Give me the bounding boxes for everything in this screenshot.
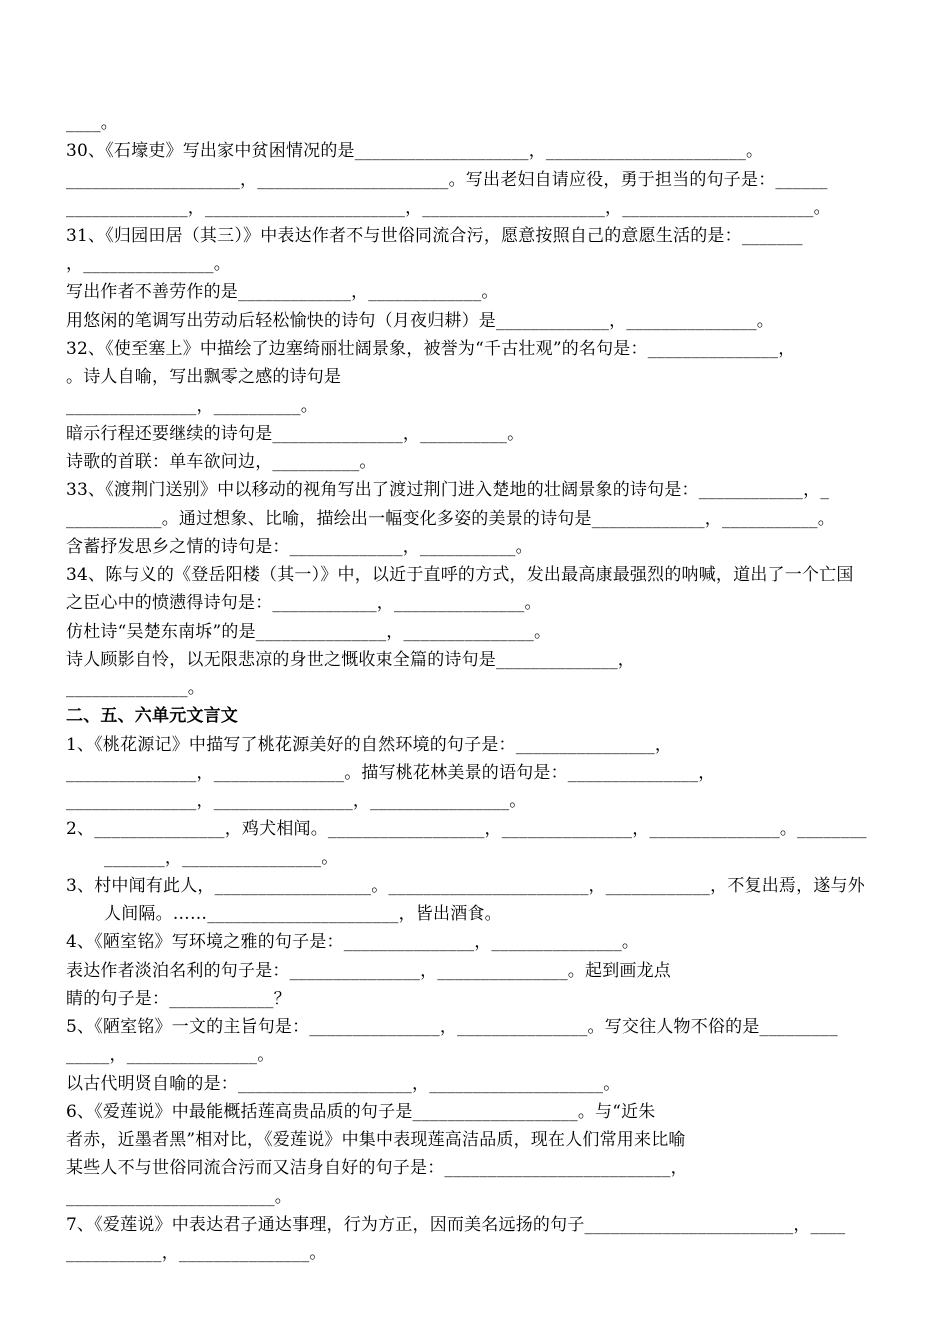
classical-q3-line-1: 3、村中闻有此人，__________________。_______________________，____________，不复出焉，遂与外 (66, 876, 865, 896)
classical-q1-line-3: _______________，________________，________________。 (66, 791, 527, 811)
question-34-line-4: 诗人顾影自怜，以无限悲凉的身世之慨收束全篇的诗句是______________， (66, 650, 635, 670)
question-31-line-3: 写出作者不善劳作的是_____________，_____________。 (66, 282, 499, 302)
section-heading: 二、五、六单元文言文 (66, 706, 238, 726)
classical-q4-line-1: 4、《陋室铭》写环境之雅的句子是：_______________，_______________。 (66, 932, 640, 952)
classical-q3-line-2: 人间隔。……______________________，皆出酒食。 (104, 904, 502, 924)
classical-q2-line-2: _______，________________。 (104, 848, 339, 868)
question-32-line-2: 。诗人自喻，写出飘零之感的诗句是 (66, 367, 342, 387)
classical-q5-line-2: _____，_______________。 (66, 1045, 275, 1065)
classical-q5-line-1: 5、《陋室铭》一文的主旨句是：_______________，_______________。写交往人物不俗的是_________ (66, 1017, 838, 1037)
question-30-line-3: ______________，_______________________，_____________________，______________________。 (66, 198, 831, 218)
question-33-line-3: 含蓄抒发思乡之情的诗句是：_____________，___________。 (66, 537, 533, 557)
classical-q6-line-1: 6、《爱莲说》中最能概括莲高贵品质的句子是___________________。与“近朱 (66, 1102, 656, 1122)
question-30-line-1: 30、《石壕吏》写出家中贫困情况的是____________________，_______________________。 (66, 141, 764, 161)
question-32-line-4: 暗示行程还要继续的诗句是_______________，__________。 (66, 424, 525, 444)
question-32-line-1: 32、《使至塞上》中描绘了边塞绮丽壮阔景象，被誉为“千古壮观”的名句是：_______________， (66, 339, 796, 359)
classical-q2-line-1: 2、_______________，鸡犬相闻。__________________，_______________，_______________。________ (66, 819, 867, 839)
classical-q6-line-3: 某些人不与世俗同流合污而又洁身自好的句子是：__________________________， (66, 1158, 688, 1178)
question-30-line-2: ____________________，______________________。写出老妇自请应役，勇于担当的句子是：______ (66, 170, 828, 190)
question-31-line-4: 用悠闲的笔调写出劳动后轻松愉快的诗句（月夜归耕）是_____________，_______________。 (66, 311, 774, 331)
question-34-line-1: 34、陈与义的《登岳阳楼（其一）》中，以近于直呼的方式，发出最高康最强烈的呐喊，道出了一个亡国 (66, 565, 854, 585)
question-34-line-5: ______________。 (66, 678, 205, 698)
classical-q5-line-3: 以古代明贤自喻的是：____________________，____________________。 (66, 1074, 621, 1094)
question-33-line-2: ___________。通过想象、比喻，描绘出一幅变化多姿的美景的诗句是_____________，___________。 (66, 509, 835, 529)
classical-q6-line-4: ________________________。 (66, 1187, 292, 1207)
question-33-line-1: 33、《渡荆门送别》中以移动的视角写出了渡过荆门进入楚地的壮阔景象的诗句是：____________，_ (66, 480, 830, 500)
text-line: ____。 (66, 113, 118, 133)
question-34-line-2: 之臣心中的愤懑得诗句是：____________，_______________。 (66, 593, 542, 613)
classical-q4-line-2: 表达作者淡泊名利的句子是：_______________，_______________。起到画龙点 (66, 961, 671, 981)
question-32-line-5: 诗歌的首联：单车欲问边，__________。 (66, 452, 377, 472)
question-31-line-2: ，_______________。 (66, 254, 231, 274)
classical-q1-line-1: 1、《桃花源记》中描写了桃花源美好的自然环境的句子是：________________， (66, 735, 673, 755)
classical-q1-line-2: _______________，_______________。描写桃花林美景的语句是：_______________， (66, 763, 716, 783)
classical-q6-line-2: 者赤，近墨者黑”相对比，《爱莲说》中集中表现莲高洁品质，现在人们常用来比喻 (66, 1130, 686, 1150)
question-32-line-3: _______________，__________。 (66, 396, 318, 416)
classical-q7-line-1: 7、《爱莲说》中表达君子通达事理，行为方正，因而美名远扬的句子________________________，____ (66, 1215, 846, 1235)
classical-q7-line-2: ___________，_______________。 (66, 1243, 327, 1263)
question-34-line-3: 仿杜诗“吴楚东南坼”的是_______________，_______________。 (66, 622, 552, 642)
question-31-line-1: 31、《归园田居（其三）》中表达作者不与世俗同流合污，愿意按照自己的意愿生活的是：_______ (66, 226, 803, 246)
classical-q4-line-3: 睛的句子是：____________？ (66, 989, 291, 1009)
